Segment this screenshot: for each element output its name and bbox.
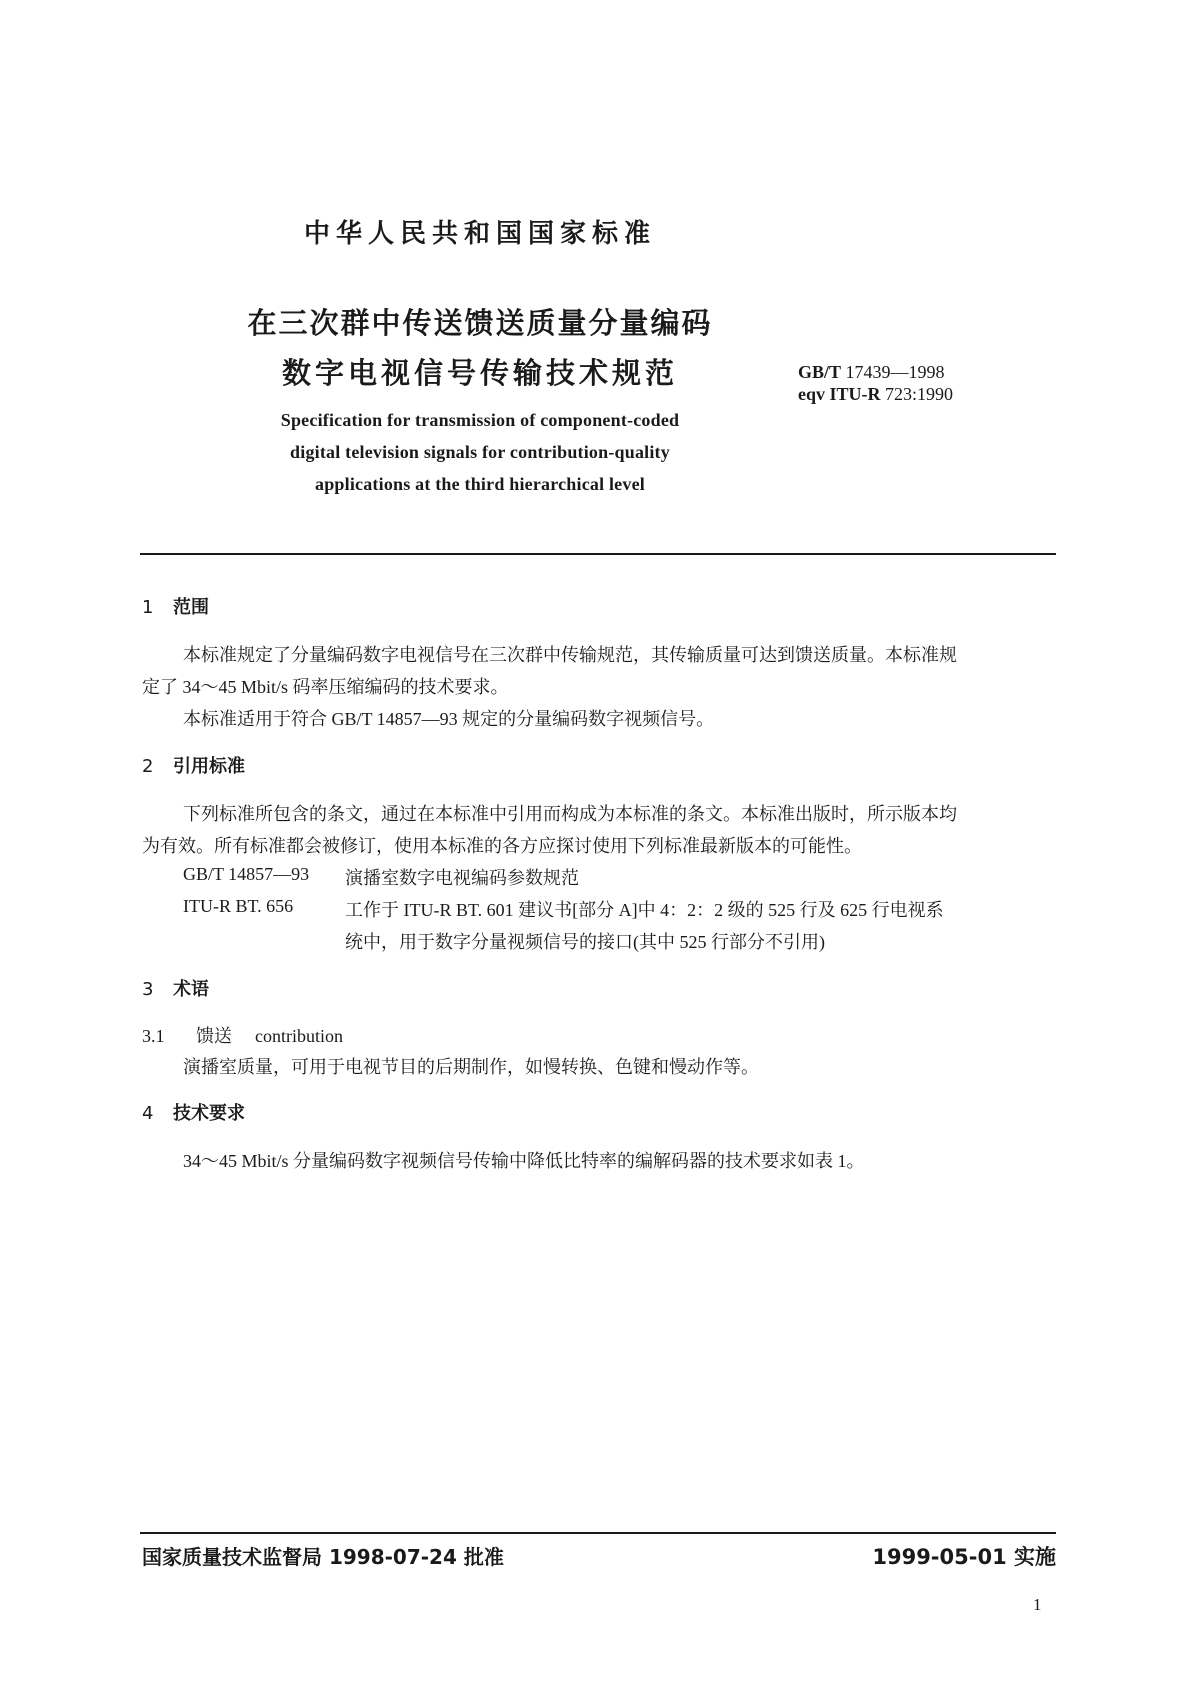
term-definition: 演播室质量，可用于电视节目的后期制作，如慢转换、色键和慢动作等。 bbox=[183, 1057, 759, 1077]
section-1-paragraph-2: 本标准适用于符合 GB/T 14857—93 规定的分量编码数字视频信号。 bbox=[183, 709, 715, 729]
section-4-title: 技术要求 bbox=[173, 1103, 245, 1124]
section-1-heading bbox=[142, 593, 209, 619]
equivalent-standard bbox=[798, 384, 953, 405]
equivalent-prefix: eqv ITU-R bbox=[798, 384, 881, 404]
standard-number: 17439—1998 bbox=[845, 362, 945, 382]
section-3-number: 3 bbox=[142, 979, 154, 1000]
section-2-heading bbox=[142, 752, 245, 778]
english-title-line-2: digital television signals for contribution-quality bbox=[290, 442, 670, 462]
section-4-number: 4 bbox=[142, 1103, 154, 1124]
header-divider bbox=[140, 553, 1056, 555]
approval-statement: 国家质量技术监督局 1998-07-24 批准 bbox=[142, 1545, 504, 1569]
page-number: 1 bbox=[1033, 1595, 1042, 1614]
standard-code bbox=[798, 362, 945, 383]
section-1-title: 范围 bbox=[173, 597, 209, 618]
reference-2-title-line-1: 工作于 ITU-R BT. 601 建议书[部分 A]中 4：2：2 级的 525 行及 625 行电视系 bbox=[345, 900, 944, 920]
section-4-paragraph: 34～45 Mbit/s 分量编码数字视频信号传输中降低比特率的编解码器的技术要求如表 1。 bbox=[183, 1151, 865, 1171]
term-chinese: 馈送 bbox=[196, 1026, 232, 1046]
section-1-paragraph-1-line-2: 定了 34～45 Mbit/s 码率压缩编码的技术要求。 bbox=[142, 677, 509, 697]
section-1-number: 1 bbox=[142, 597, 154, 618]
chinese-title-line-1: 在三次群中传送馈送质量分量编码 bbox=[247, 306, 713, 340]
section-2-paragraph-line-2: 为有效。所有标准都会被修订，使用本标准的各方应探讨使用下列标准最新版本的可能性。 bbox=[142, 836, 862, 856]
reference-2-title-line-2: 统中，用于数字分量视频信号的接口(其中 525 行部分不引用) bbox=[345, 932, 825, 952]
english-title-line-1: Specification for transmission of component-coded bbox=[280, 410, 680, 430]
term-3-1 bbox=[142, 1022, 343, 1048]
term-number: 3.1 bbox=[142, 1026, 165, 1046]
reference-1-title: 演播室数字电视编码参数规范 bbox=[345, 868, 579, 888]
equivalent-number: 723:1990 bbox=[885, 384, 954, 404]
effective-date: 1999-05-01 实施 bbox=[872, 1545, 1056, 1569]
term-english: contribution bbox=[255, 1026, 343, 1046]
section-4-heading bbox=[142, 1099, 245, 1125]
national-standard-label: 中华人民共和国国家标准 bbox=[303, 219, 656, 249]
chinese-title-line-2: 数字电视信号传输技术规范 bbox=[281, 356, 678, 390]
section-3-title: 术语 bbox=[173, 979, 209, 1000]
english-title-line-3: applications at the third hierarchical level bbox=[315, 474, 645, 494]
section-2-number: 2 bbox=[142, 756, 154, 777]
section-2-title: 引用标准 bbox=[173, 756, 245, 777]
section-1-paragraph-1-line-1: 本标准规定了分量编码数字电视信号在三次群中传输规范，其传输质量可达到馈送质量。本标准规 bbox=[183, 645, 957, 665]
section-2-paragraph-line-1: 下列标准所包含的条文，通过在本标准中引用而构成为本标准的条文。本标准出版时，所示版本均 bbox=[183, 804, 957, 824]
reference-1-code: GB/T 14857—93 bbox=[183, 864, 310, 884]
standard-prefix: GB/T bbox=[798, 362, 842, 382]
reference-2-code: ITU-R BT. 656 bbox=[183, 896, 294, 916]
section-3-heading bbox=[142, 975, 209, 1001]
footer-divider bbox=[140, 1532, 1056, 1534]
